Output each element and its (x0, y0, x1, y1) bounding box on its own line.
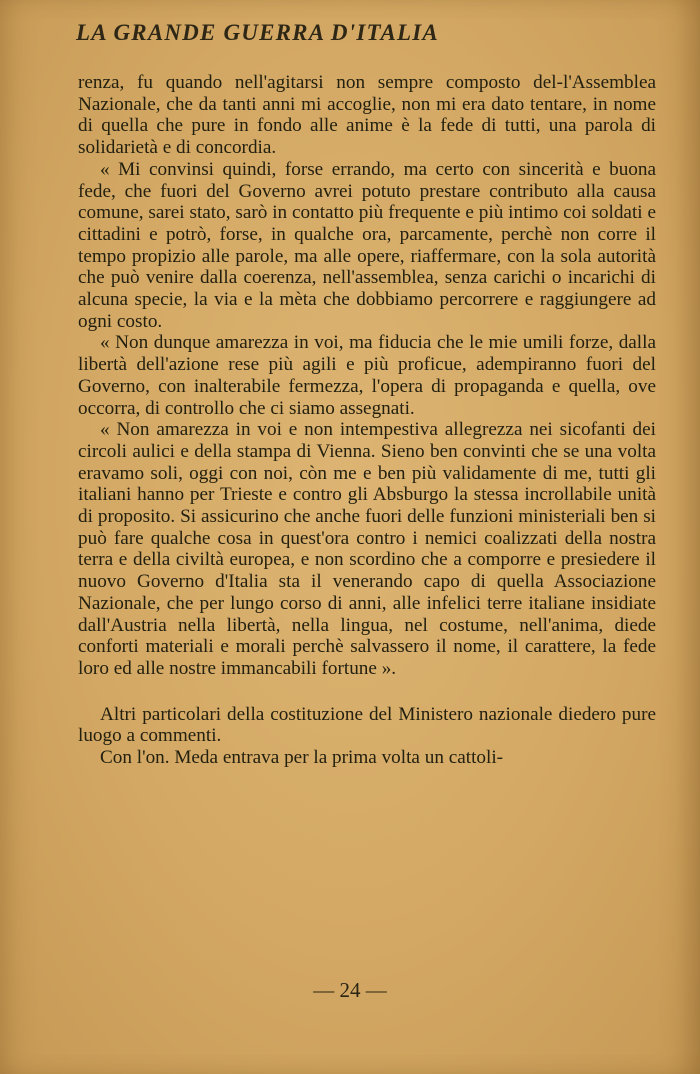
page-number: — 24 — (313, 978, 387, 1002)
running-title: LA GRANDE GUERRA D'ITALIA (76, 20, 439, 45)
paragraph: « Non amarezza in voi e non intempestiva allegrezza nei sicofanti dei circoli aulici e della stampa di Vienna. Sieno ben convinti che se una volta eravamo soli, oggi con noi, còn me e ben più validamente di me, tutti gli italiani hanno per Trieste e contro gli Absburgo la stessa incrollabile unità di proposito. Si assicurino che anche fuori delle funzioni ministeriali ben si può fare qualche cosa in quest'ora contro i nemici coalizzati della nostra terra e della civiltà europea, e non scordino che a comporre e presiedere il nuovo Governo d'Italia sta il venerando capo di quella Associazione Nazionale, che per lungo corso di anni, alle infelici terre italiane insidiate dall'Austria nella libertà, nella lingua, nel costume, nell'anima, diede conforti materiali e morali perchè salvassero il nome, il carattere, la fede loro ed alle nostre immancabili fortune ». (78, 419, 656, 679)
paragraph: Con l'on. Meda entrava per la prima volta un cattoli- (100, 747, 504, 769)
paragraph: renza, fu quando nell'agitarsi non sempre composto del-l'Assemblea Nazionale, che da tanti anni mi accoglie, non mi era dato tentare, in nome di quella che pure in fondo alle anime è la fede di tutti, una parola di solidarietà e di concordia. (78, 72, 656, 159)
paragraph: « Mi convinsi quindi, forse errando, ma certo con sincerità e buona fede, che fuori del Governo avrei potuto prestare contributo alla causa comune, sarei stato, sarò in contatto più frequente e più intimo coi soldati e cittadini e potrò, forse, in qualche ora, parcamente, perchè non corre il tempo propizio alle parole, ma alle opere, riaffermare, con la sola autorità che può venire dalla coerenza, nell'assemblea, senza carichi o incarichi di alcuna specie, la via e la mèta che dobbiamo percorrere e raggiungere ad ogni costo. (78, 158, 656, 332)
page-body (78, 72, 656, 769)
paragraph: « Non dunque amarezza in voi, ma fiducia che le mie umili forze, dalla libertà dell'azione rese più agili e più proficue, adempiranno fuori del Governo, con inalterabile fermezza, l'opera di propaganda e quella, ove occorra, di controllo che ci siamo assegnati. (78, 332, 656, 419)
paragraph: Altri particolari della costituzione del Ministero nazionale diedero pure luogo a commenti. (78, 703, 656, 747)
